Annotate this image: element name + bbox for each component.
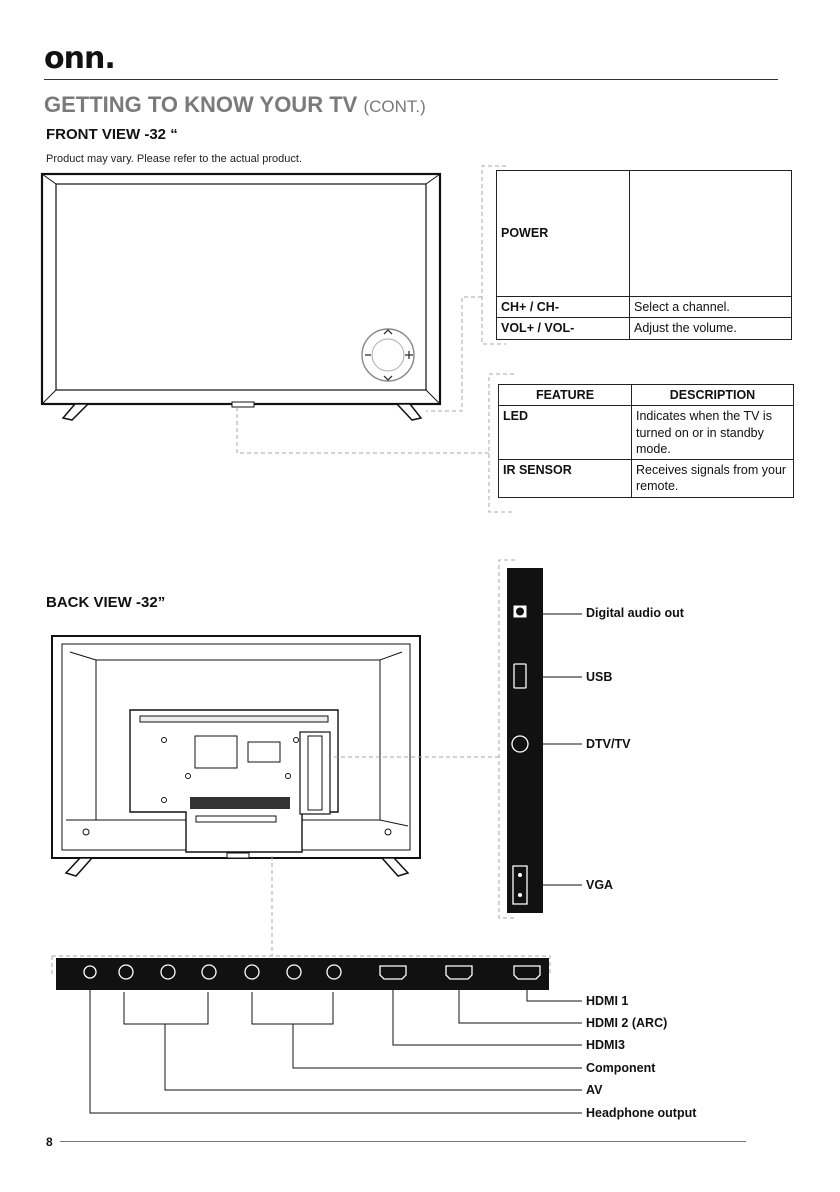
feature-ir-desc: Receives signals from your remote.	[632, 460, 794, 498]
control-power-label: POWER	[497, 171, 630, 297]
control-channel-label: CH+ / CH-	[497, 297, 630, 318]
feature-column-header: FEATURE	[499, 385, 632, 406]
features-table	[498, 384, 794, 498]
control-volume-desc: Adjust the volume.	[630, 318, 792, 339]
label-hdmi2-arc: (ARC)	[631, 1016, 668, 1030]
label-hdmi2-text: HDMI 2	[586, 1016, 629, 1030]
description-column-header: DESCRIPTION	[632, 385, 794, 406]
onn-logo: onn.	[44, 41, 115, 76]
label-dtv-tv: DTV/TV	[586, 737, 631, 751]
bottom-port-strip	[56, 958, 549, 990]
page-title-text: GETTING TO KNOW YOUR TV	[44, 92, 358, 117]
front-tv-illustration	[42, 174, 440, 420]
product-note: Product may vary. Please refer to the actual product.	[46, 153, 302, 165]
label-hdmi1: HDMI 1	[586, 994, 629, 1008]
feature-led-label: LED	[499, 406, 632, 460]
page-number: 8	[46, 1135, 53, 1149]
label-usb: USB	[586, 670, 613, 684]
back-view-title: BACK VIEW	[46, 594, 132, 611]
table-row	[497, 318, 792, 339]
table-row	[499, 406, 794, 460]
front-controls-table	[496, 170, 792, 340]
table-row	[497, 171, 792, 297]
label-component: Component	[586, 1061, 656, 1075]
table-row	[497, 297, 792, 318]
feature-led-desc: Indicates when the TV is turned on or in standby mode.	[632, 406, 794, 460]
control-power-desc	[630, 171, 792, 297]
table-row	[499, 460, 794, 498]
label-vga: VGA	[586, 878, 614, 892]
back-tv-illustration	[52, 636, 420, 876]
footer-rule	[60, 1141, 746, 1142]
label-digital-audio-out: Digital audio out	[586, 606, 684, 620]
back-view-size: -32”	[136, 594, 166, 611]
label-hdmi3: HDMI3	[586, 1038, 625, 1052]
label-headphone-output: Headphone output	[586, 1106, 697, 1120]
side-port-panel	[507, 568, 582, 913]
back-view-heading	[46, 594, 165, 611]
page-title-suffix: (CONT.)	[363, 97, 426, 116]
front-view-title: FRONT VIEW	[46, 126, 141, 143]
label-hdmi2	[586, 1016, 667, 1030]
label-av: AV	[586, 1083, 603, 1097]
table-header-row	[499, 385, 794, 406]
front-view-size: -32 “	[144, 126, 178, 143]
control-channel-desc: Select a channel.	[630, 297, 792, 318]
port-leader-lines	[90, 990, 582, 1113]
control-volume-label: VOL+ / VOL-	[497, 318, 630, 339]
feature-ir-label: IR SENSOR	[499, 460, 632, 498]
